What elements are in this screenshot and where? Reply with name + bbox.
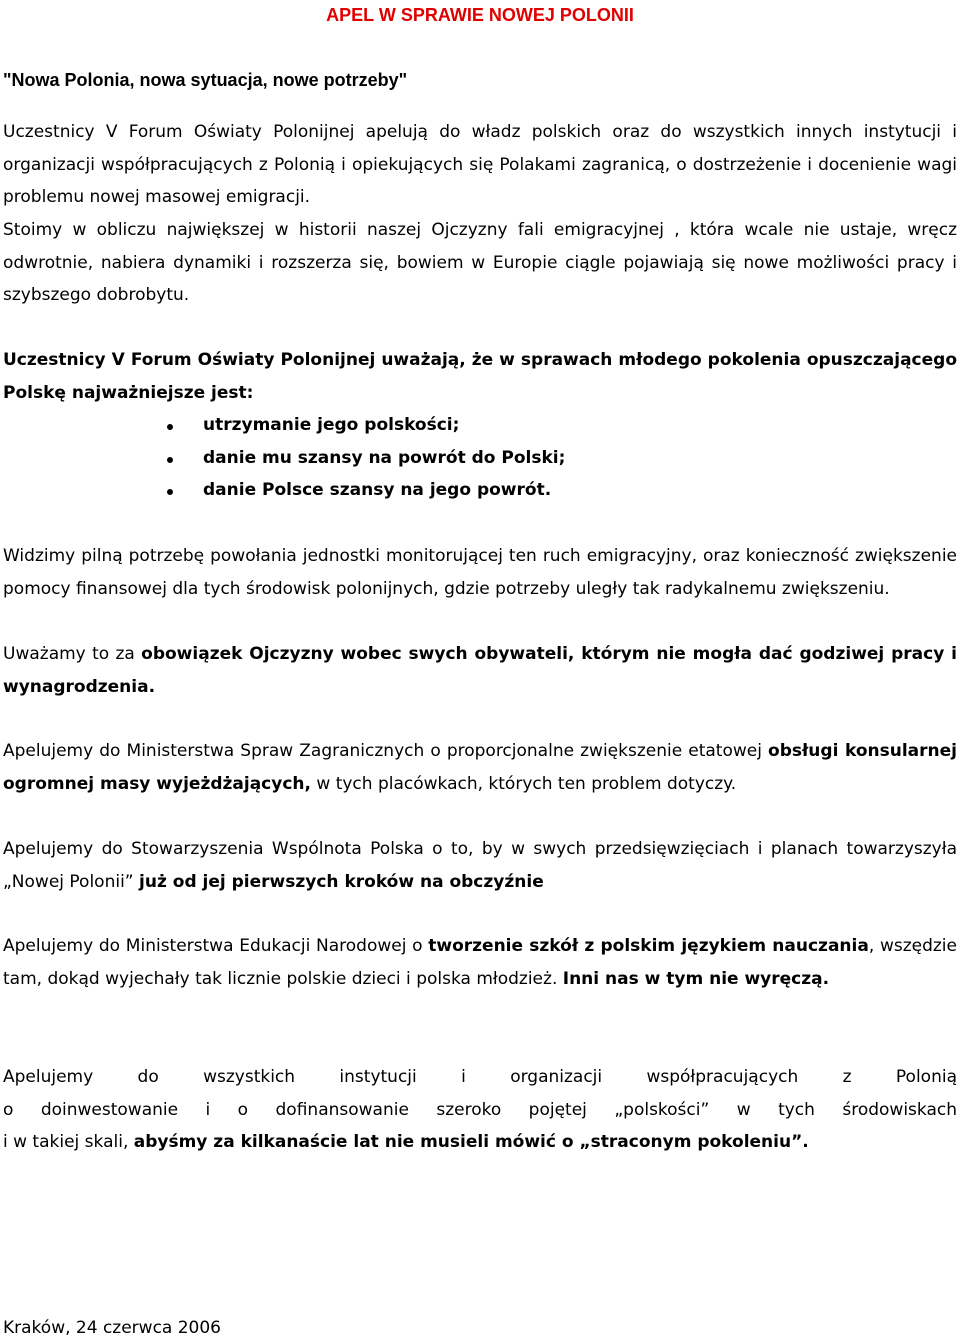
paragraph-emigration-wave: Stoimy w obliczu największej w historii naszej Ojczyzny fali emigracyjnej , która wcale nie ustaje, wręcz odwrotnie, nabiera dynamiki i rozszerza się, bowiem w Europie ciągle pojawiają się nowe możliwości pracy i szybszego dobrobytu. [3,220,957,306]
list-item: danie mu szansy na powrót do Polski; [0,442,565,475]
paragraph-appeal-intro: Uczestnicy V Forum Oświaty Polonijnej apelują do władz polskich oraz do wszystkich innych instytucji i organizacji współpracujących z Polonią i opiekujących się Polakami zagranicą, o dostrzeżenie i docenienie wagi problemu nowej masowej emigracji. [3,122,957,208]
paragraph-all-institutions-line3: i w takiej skali, abyśmy za kilkanaście lat nie musieli mówić o „straconym pokoleniu”. [3,1132,809,1153]
priorities-list [0,409,565,507]
list-item: danie Polsce szansy na jego powrót. [0,474,565,507]
paragraph-all-institutions-line1: Apelujemy do wszystkich instytucji i organizacji współpracujących z Polonią [3,1067,957,1087]
bullet-icon [167,424,173,430]
bullet-icon [167,457,173,463]
place-and-date: Kraków, 24 czerwca 2006 [3,1318,221,1338]
paragraph-all-institutions-line2: o doinwestowanie i o dofinansowanie szeroko pojętej „polskości” w tych środowiskach [3,1099,957,1120]
paragraph-wspolnota-polska: Apelujemy do Stowarzyszenia Wspólnota Polska o to, by w swych przedsięwzięciach i planach towarzyszyła „Nowej Polonii” już od jej pierwszych kroków na obczyźnie [3,839,957,892]
paragraph-education-ministry: Apelujemy do Ministerstwa Edukacji Narodowej o tworzenie szkół z polskim językiem nauczania, wszędzie tam, dokąd wyjechały tak licznie polskie dzieci i polska młodzież. Inni nas w tym nie wyręczą. [3,936,957,989]
bullet-icon [167,489,173,495]
paragraph-duty: Uważamy to za obowiązek Ojczyzny wobec swych obywateli, którym nie mogła dać godziwej pracy i wynagrodzenia. [3,644,957,697]
paragraph-priorities: Uczestnicy V Forum Oświaty Polonijnej uważają, że w sprawach młodego pokolenia opuszczającego Polskę najważniejsze jest: [3,350,957,403]
paragraph-monitoring: Widzimy pilną potrzebę powołania jednostki monitorującej ten ruch emigracyjny, oraz konieczność zwiększenie pomocy finansowej dla tych środowisk polonijnych, gdzie potrzeby uległy tak radykalnemu zwiększeniu. [3,546,957,599]
paragraph-foreign-ministry: Apelujemy do Ministerstwa Spraw Zagranicznych o proporcjonalne zwiększenie etatowej obsługi konsularnej ogromnej masy wyjeżdżających, w tych placówkach, których ten problem dotyczy. [3,741,957,794]
document-title: APEL W SPRAWIE NOWEJ POLONII [326,5,634,25]
list-item: utrzymanie jego polskości; [0,409,565,442]
document-subtitle: "Nowa Polonia, nowa sytuacja, nowe potrzeby" [3,70,408,90]
